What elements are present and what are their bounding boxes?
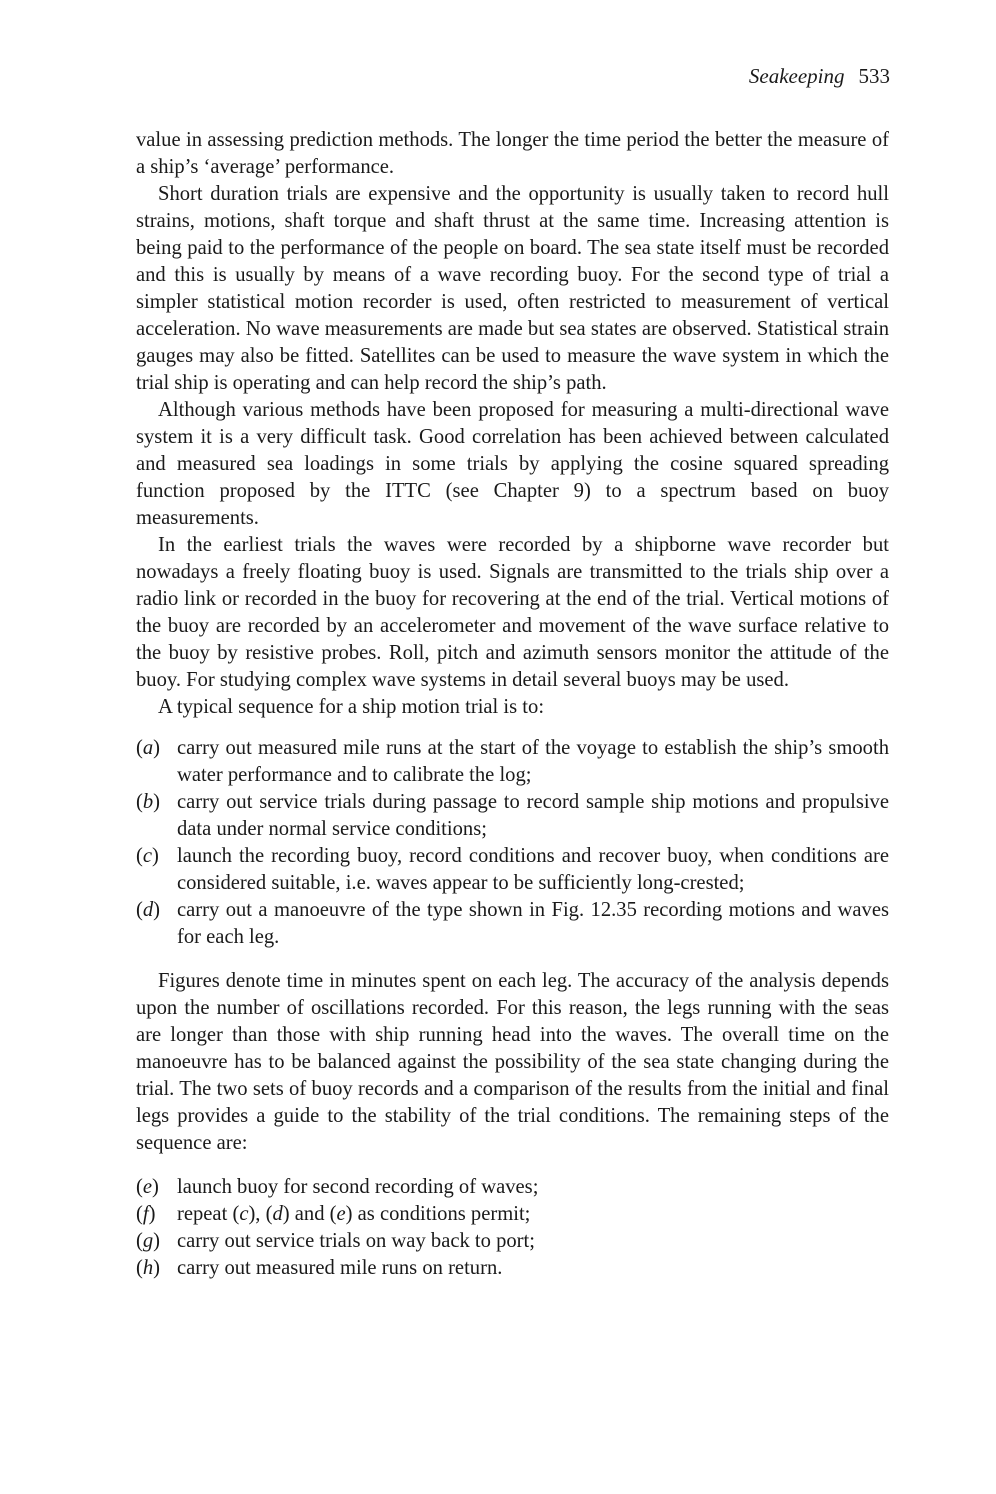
- list-marker: (h): [136, 1257, 161, 1279]
- list-item-d: [136, 897, 889, 951]
- trial-sequence-list-first: [136, 735, 889, 951]
- page-header: [749, 62, 890, 90]
- list-item-g: [136, 1228, 889, 1255]
- list-item-text: repeat (c), (d) and (e) as conditions permit;: [177, 1203, 531, 1225]
- paragraph-wave-buoy: In the earliest trials the waves were recorded by a shipborne wave recorder but nowadays a freely floating buoy is used. Signals are transmitted to the trials ship over a radio link or recorded in the buoy for recovering at the end of the trial. Vertical motions of the buoy are recorded by an accelerometer and movement of the wave surface relative to the buoy by resistive probes. Roll, pitch and azimuth sensors monitor the attitude of the buoy. For studying complex wave systems in detail several buoys may be used.: [136, 534, 889, 691]
- list-marker: (c): [136, 845, 159, 867]
- list-marker: (f): [136, 1203, 156, 1225]
- list-item-text: carry out service trials during passage to record sample ship motions and propulsive data under normal service conditions;: [177, 791, 889, 840]
- list-item-text: carry out service trials on way back to port;: [177, 1230, 535, 1252]
- list-item-text: launch the recording buoy, record conditions and recover buoy, when conditions are considered suitable, i.e. waves appear to be sufficiently long-crested;: [177, 845, 889, 894]
- list-item-a: [136, 735, 889, 789]
- list-item-text: carry out measured mile runs on return.: [177, 1257, 503, 1279]
- page-number: 533: [858, 64, 890, 88]
- paragraph-trials-cost: Short duration trials are expensive and the opportunity is usually taken to record hull strains, motions, shaft torque and shaft thrust at the same time. Increasing attention is being paid to the performance of the people on board. The sea state itself must be recorded and this is usually by means of a wave recording buoy. For the second type of trial a simpler statistical motion recorder is used, often restricted to measurement of vertical acceleration. No wave measurements are made but sea states are observed. Statistical strain gauges may also be fitted. Satellites can be used to measure the wave system in which the trial ship is operating and can help record the ship’s path.: [136, 183, 889, 394]
- body-text: [136, 127, 889, 1282]
- list-marker: (g): [136, 1230, 161, 1252]
- paragraph-sequence-intro: A typical sequence for a ship motion trial is to:: [158, 696, 545, 718]
- paragraph-wave-measurement: Although various methods have been proposed for measuring a multi-directional wave system it is a very difficult task. Good correlation has been achieved between calculated and measured sea loadings in some trials by applying the cosine squared spreading function proposed by the ITTC (see Chapter 9) to a spectrum based on buoy measurements.: [136, 399, 889, 529]
- list-marker: (a): [136, 737, 161, 759]
- list-item-text: carry out a manoeuvre of the type shown in Fig. 12.35 recording motions and waves for each leg.: [177, 899, 889, 948]
- list-marker: (d): [136, 899, 161, 921]
- list-marker: (b): [136, 791, 161, 813]
- list-marker: (e): [136, 1176, 159, 1198]
- running-title: Seakeeping: [748, 64, 845, 88]
- list-item-f: [136, 1201, 889, 1228]
- trial-sequence-list-remaining: [136, 1174, 889, 1282]
- list-item-e: [136, 1174, 889, 1201]
- list-item-h: [136, 1255, 889, 1282]
- list-item-text: launch buoy for second recording of waves;: [177, 1176, 539, 1198]
- paragraph-continued: value in assessing prediction methods. The longer the time period the better the measure of a ship’s ‘average’ performance.: [136, 129, 889, 178]
- list-item-b: [136, 789, 889, 843]
- paragraph-manoeuvre: Figures denote time in minutes spent on each leg. The accuracy of the analysis depends upon the number of oscillations recorded. For this reason, the legs running with the seas are longer than those with ship running head into the waves. The overall time on the manoeuvre has to be balanced against the possibility of the sea state changing during the trial. The two sets of buoy records and a comparison of the results from the initial and final legs provides a guide to the stability of the trial conditions. The remaining steps of the sequence are:: [136, 970, 889, 1154]
- list-item-c: [136, 843, 889, 897]
- list-item-text: carry out measured mile runs at the start of the voyage to establish the ship’s smooth water performance and to calibrate the log;: [177, 737, 889, 786]
